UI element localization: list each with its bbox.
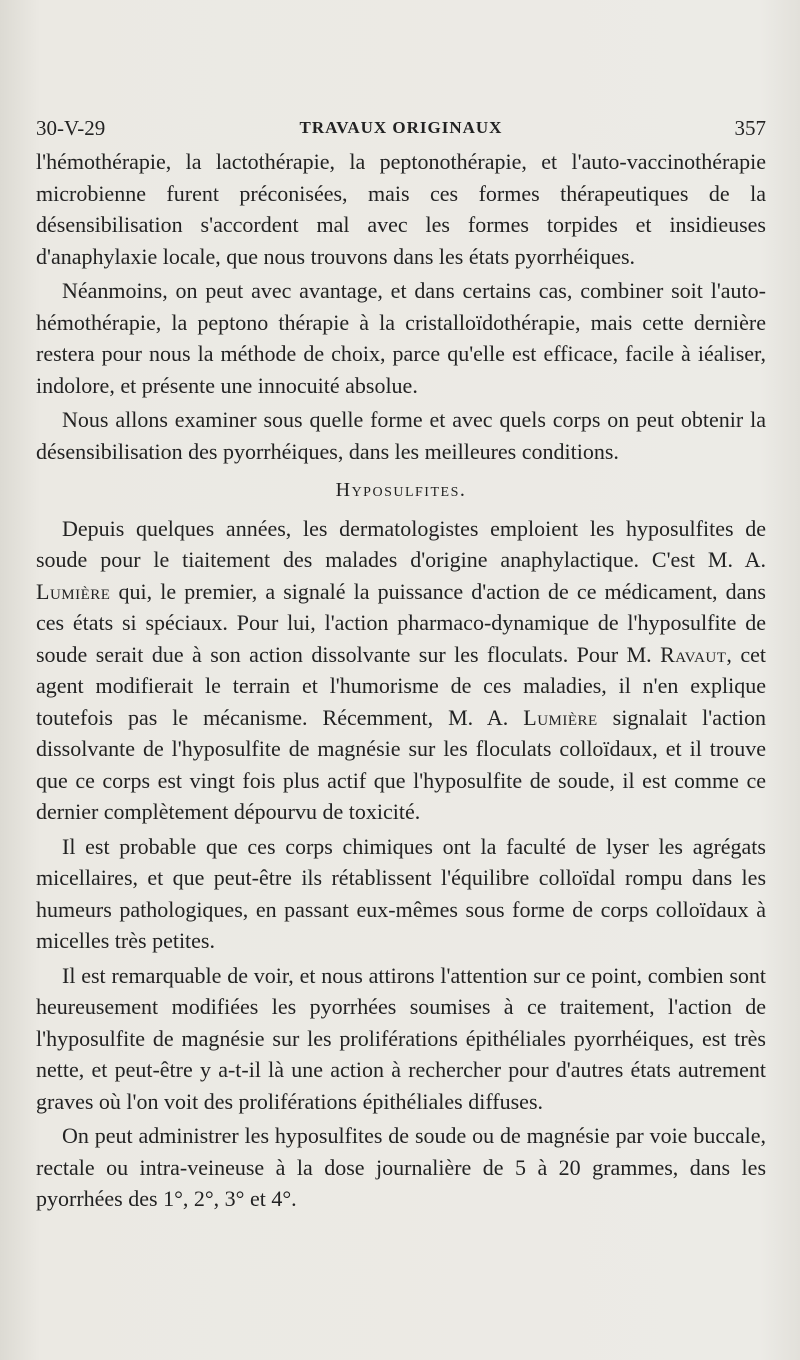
- author-name-ravaut: Ravaut: [660, 641, 727, 667]
- author-name-lumiere-2: Lumière: [523, 704, 598, 730]
- p4-text-a: Depuis quelques années, les dermatologistes emploient les hyposulfites de soude pour le tiaitement des malades d'origine anaphylactique. C'est M. A.: [36, 515, 766, 572]
- paragraph-4: [36, 513, 766, 828]
- paragraph-5: Il est probable que ces corps chimiques ont la faculté de lyser les agrégats micellaires, et que peut-être ils rétablissent l'équilibre colloïdal rompu dans les humeurs pathologiques, en passant eux-mêmes sous forme de corps colloïdaux à micelles très petites.: [36, 833, 766, 953]
- section-heading: Hyposulfites.: [335, 479, 467, 501]
- paragraph-1: l'hémothérapie, la lactothérapie, la peptonothérapie, et l'auto-vaccinothérapie microbienne furent préconisées, mais ces formes thérapeutiques de la désensibilisation s'accordent mal avec les formes torpides et insidieuses d'anaphylaxie locale, que nous trouvons dans les états pyorrhéiques.: [36, 149, 766, 269]
- header-title: TRAVAUX ORIGINAUX: [299, 118, 503, 137]
- paragraph-7: On peut administrer les hyposulfites de soude ou de magnésie par voie buccale, rectale ou intra-veineuse à la dose journalière de 5 à 20 grammes, dans les pyorrhées des 1°, 2°, 3° et 4°.: [36, 1123, 766, 1211]
- p4-text-c: , cet agent modifierait le terrain et l'humorisme de ces maladies, il n'en explique toutefois pas le mécanisme. Récemment, M. A.: [36, 641, 766, 730]
- paragraph-6: Il est remarquable de voir, et nous attirons l'attention sur ce point, combien sont heureusement modifiées les pyorrhées soumises à ce traitement, l'action de l'hyposulfite de magnésie sur les proliférations épithéliales pyorrhéiques, est très nette, et peut-être y a-t-il là une action à rechercher pour d'autres états autrement graves où l'on voit des proliférations épithéliales diffuses.: [36, 962, 766, 1114]
- page-number: 357: [734, 116, 766, 140]
- p4-text-d: signalait l'action dissolvante de l'hyposulfite de magnésie sur les floculats colloïdaux, et il trouve que ce corps est vingt fois plus actif que l'hyposulfite de soude, il est comme ce dernier complètement dépourvu de toxicité.: [36, 704, 766, 824]
- paragraph-3: Nous allons examiner sous quelle forme et avec quels corps on peut obtenir la désensibilisation des pyorrhéiques, dans les meilleures conditions.: [36, 407, 766, 464]
- p4-text-b: qui, le premier, a signalé la puissance d'action de ce médicament, dans ces états si spéciaux. Pour lui, l'action pharmaco-dynamique de l'hyposulfite de soude serait due à son action dissolvante sur les floculats. Pour M.: [36, 578, 766, 667]
- author-name-lumiere: Lumière: [36, 578, 111, 604]
- paragraph-2: Néanmoins, on peut avec avantage, et dans certains cas, combiner soit l'auto-hémothérapie, la peptono thérapie à la cristalloïdothérapie, mais cette dernière restera pour nous la méthode de choix, parce qu'elle est efficace, facile à iéaliser, indolore, et présente une innocuité absolue.: [36, 278, 766, 398]
- page-body: [36, 146, 766, 1218]
- header-date: 30-V-29: [36, 116, 106, 140]
- running-header: [36, 112, 766, 144]
